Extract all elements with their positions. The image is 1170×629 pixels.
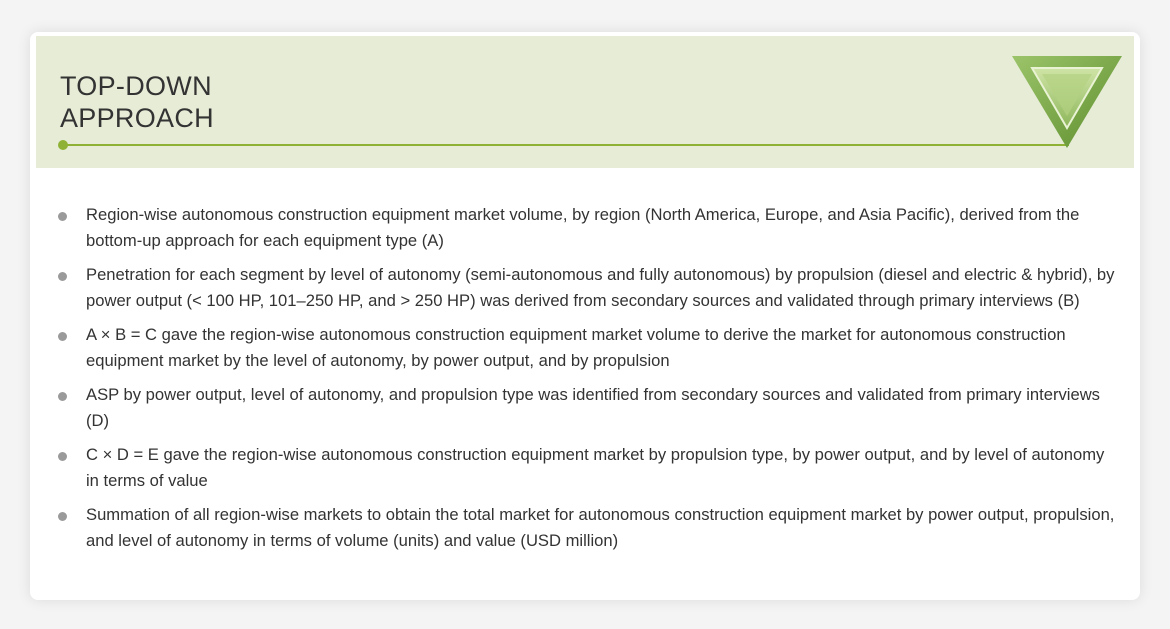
bullet-dot — [58, 452, 67, 461]
page-title — [60, 70, 214, 134]
funnel-icon — [1012, 54, 1122, 150]
bullet-text: Penetration for each segment by level of autonomy (semi-autonomous and fully autonomous) by propulsion (diesel and electric & hybrid), by power output (< 100 HP, 101–250 HP, and > 250 HP) was derived from secondary sources and validated through primary interviews (B) — [86, 265, 1115, 310]
card-header — [36, 36, 1134, 168]
approach-card — [30, 32, 1140, 600]
title-line-2: APPROACH — [60, 103, 214, 133]
bullet-dot — [58, 512, 67, 521]
list-item — [58, 382, 1118, 434]
bullet-text: Region-wise autonomous construction equipment market volume, by region (North America, Europe, and Asia Pacific), derived from the bottom-up approach for each equipment type (A) — [86, 205, 1080, 250]
title-line-1: TOP-DOWN — [60, 71, 212, 101]
bullet-text: ASP by power output, level of autonomy, and propulsion type was identified from secondary sources and validated from primary interviews (D) — [86, 385, 1100, 430]
header-underline — [63, 144, 1069, 146]
underline-dot — [58, 140, 68, 150]
bullet-text: C × D = E gave the region-wise autonomous construction equipment market by propulsion type, by power output, and by level of autonomy in terms of value — [86, 445, 1105, 490]
bullet-text: Summation of all region-wise markets to obtain the total market for autonomous construction equipment market by power output, propulsion, and level of autonomy in terms of volume (units) and value (USD million) — [86, 505, 1115, 550]
list-item — [58, 202, 1118, 254]
list-item — [58, 262, 1118, 314]
list-item — [58, 502, 1118, 554]
list-item — [58, 322, 1118, 374]
bullet-dot — [58, 212, 67, 221]
bullet-dot — [58, 332, 67, 341]
bullet-dot — [58, 392, 67, 401]
bullet-text: A × B = C gave the region-wise autonomous construction equipment market volume to derive the market for autonomous construction equipment market by the level of autonomy, by power output, and by propulsion — [86, 325, 1066, 370]
bullet-list — [58, 202, 1118, 562]
list-item — [58, 442, 1118, 494]
bullet-dot — [58, 272, 67, 281]
